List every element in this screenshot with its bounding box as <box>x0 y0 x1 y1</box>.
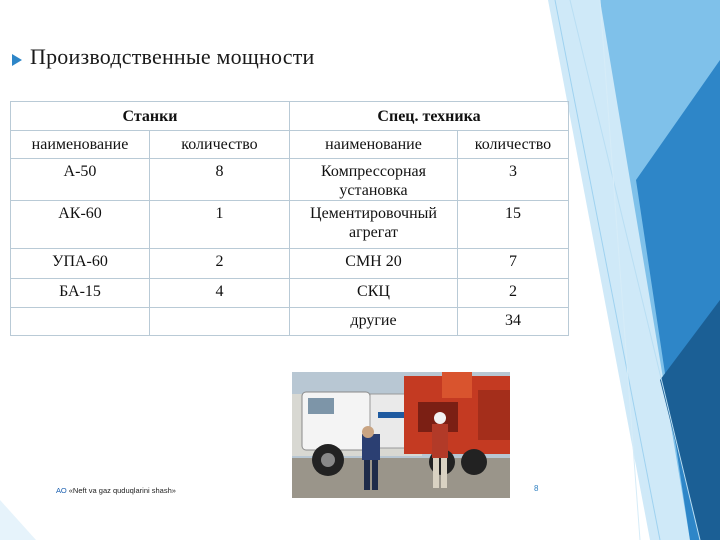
table-cell: 3 <box>458 159 569 201</box>
table-cell: Компрессорная установка <box>290 159 458 201</box>
table-row <box>11 159 569 201</box>
table-cell <box>11 308 150 336</box>
group-header-special-equipment: Спец. техника <box>290 102 569 131</box>
sub-header-cell: наименование <box>11 131 150 159</box>
footer <box>56 486 176 495</box>
sub-header-cell: наименование <box>290 131 458 159</box>
worker-2-legs <box>433 458 439 488</box>
worker-1-legs-2 <box>372 460 378 490</box>
table-row <box>11 308 569 336</box>
worker-1 <box>362 434 380 460</box>
deco-corner <box>0 500 36 540</box>
table-cell: АК-60 <box>11 201 150 249</box>
slide-title: Производственные мощности <box>30 44 315 69</box>
table-cell: А-50 <box>11 159 150 201</box>
worker-1-legs <box>364 460 370 490</box>
table-row <box>11 201 569 249</box>
table-cell: УПА-60 <box>11 249 150 279</box>
table-row <box>11 279 569 308</box>
table-cell: 2 <box>150 249 290 279</box>
equipment-photo <box>292 372 510 498</box>
table-cell: другие <box>290 308 458 336</box>
wheel-hub <box>321 453 335 467</box>
unit-panel <box>478 390 510 440</box>
footer-company: АО <box>56 486 67 495</box>
worker-1-head <box>362 426 374 438</box>
table-cell: 1 <box>150 201 290 249</box>
truck-window <box>308 398 334 414</box>
group-header-machines: Станки <box>11 102 290 131</box>
table-cell: БА-15 <box>11 279 150 308</box>
table-cell: 4 <box>150 279 290 308</box>
table-cell: 34 <box>458 308 569 336</box>
unit-tank <box>442 372 472 398</box>
sub-header-row <box>11 131 569 159</box>
capacity-table <box>10 101 569 336</box>
page-number: 8 <box>534 484 539 493</box>
table-cell: СМН 20 <box>290 249 458 279</box>
table-cell: Цементировочный агрегат <box>290 201 458 249</box>
group-header-row <box>11 102 569 131</box>
sub-header-cell: количество <box>458 131 569 159</box>
worker-2-legs-2 <box>441 458 447 488</box>
table-cell: 7 <box>458 249 569 279</box>
sub-header-cell: количество <box>150 131 290 159</box>
table-row <box>11 249 569 279</box>
table-cell: 8 <box>150 159 290 201</box>
table-cell: СКЦ <box>290 279 458 308</box>
worker-2 <box>432 424 448 458</box>
wheel-rear-2 <box>461 449 487 475</box>
table-cell: 2 <box>458 279 569 308</box>
bullet-arrow-icon <box>12 54 22 66</box>
worker-2-helmet <box>434 412 446 424</box>
footer-company-name: «Neft va gaz quduqlarini shash» <box>68 486 176 495</box>
table-cell: 15 <box>458 201 569 249</box>
table-cell <box>150 308 290 336</box>
